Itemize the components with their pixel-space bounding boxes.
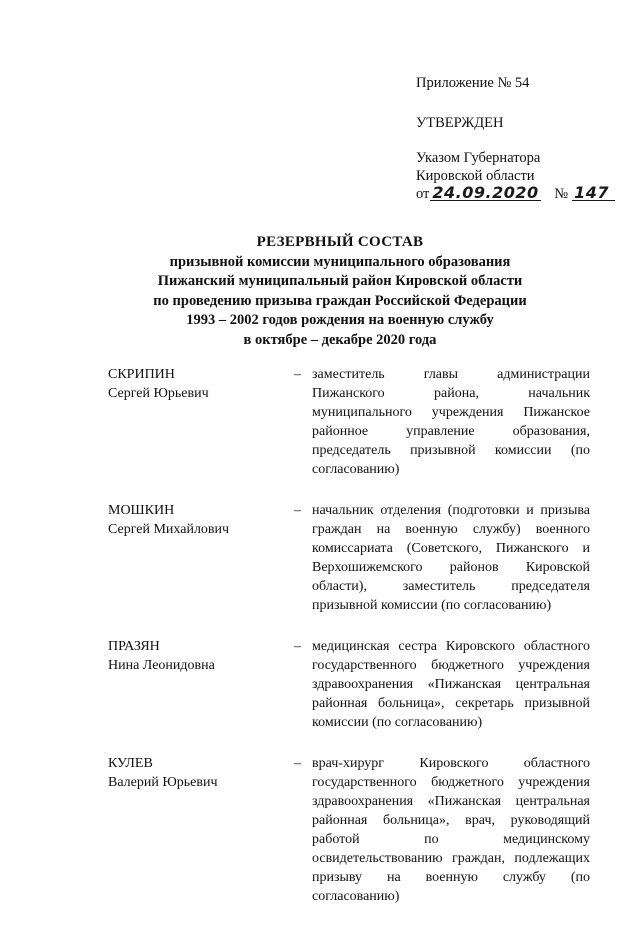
title-line-1: призывной комиссии муниципального образования: [169, 253, 511, 270]
member-surname: ПРАЗЯН: [108, 639, 160, 654]
title-heading: РЕЗЕРВНЫЙ СОСТАВ: [256, 234, 424, 250]
member-role: заместитель главы администрации Пижанского района, начальник муниципального учреждения Пижанское районное управление образования, председатель призывной комиссии (по согласованию): [312, 367, 590, 477]
appendix-number: Приложение № 54: [416, 75, 530, 91]
member-given-name: Сергей Михайлович: [108, 522, 230, 537]
handwritten-number: 147: [572, 185, 615, 201]
title-line-3: по проведению призыва граждан Российской Федерации: [153, 292, 527, 309]
approval-stamp: [416, 74, 616, 203]
number-prefix: №: [554, 186, 569, 202]
date-prefix: от: [416, 186, 430, 202]
title-line-4: 1993 – 2002 годов рождения на военную службу: [186, 312, 494, 328]
member-name: [108, 637, 278, 675]
member-given-name: Валерий Юрьевич: [108, 775, 218, 790]
title-line-5: в октябре – декабре 2020 года: [243, 331, 437, 348]
member-surname: СКРИПИН: [108, 367, 175, 382]
separator-dash: –: [294, 639, 301, 654]
separator-dash: –: [294, 503, 301, 518]
document-title: [60, 233, 620, 350]
member-entry: [108, 501, 588, 615]
decree-reference: [416, 149, 616, 203]
member-name: [108, 754, 278, 792]
member-given-name: Сергей Юрьевич: [108, 386, 209, 401]
separator-dash: –: [294, 367, 301, 382]
title-line-2: Пижанский муниципальный район Кировской области: [157, 273, 523, 289]
member-entry: [108, 365, 588, 479]
member-entry: [108, 637, 588, 732]
member-name: [108, 365, 278, 403]
member-role: врач-хирург Кировского областного государственного бюджетного учреждения здравоохранения «Пижанская центральная районная больница», врач, руководящий работой по медицинскому освидетельствованию граждан, подлежащих призыву на военную службу (по согласованию): [312, 756, 590, 904]
member-surname: МОШКИН: [108, 503, 175, 518]
members-list: [108, 365, 588, 928]
member-role: начальник отделения (подготовки и призыва граждан на военную службу) военного комиссариата (Советского, Пижанского и Верхошижемского районов Кировской области), заместитель председателя призывной комиссии (по согласованию): [312, 503, 590, 613]
approved-label: УТВЕРЖДЕН: [416, 115, 504, 131]
member-surname: КУЛЕВ: [108, 756, 153, 771]
member-name: [108, 501, 278, 539]
handwritten-date: 24.09.2020: [432, 183, 539, 202]
member-role: медицинская сестра Кировского областного государственного бюджетного учреждения здравоохранения «Пижанская центральная районная больница», секретарь призывной комиссии (по согласованию): [312, 639, 590, 730]
member-given-name: Нина Леонидовна: [108, 658, 215, 673]
separator-dash: –: [294, 756, 301, 771]
decree-line-1: Указом Губернатора: [416, 150, 541, 166]
member-entry: [108, 754, 588, 906]
decree-line-2: Кировской области: [416, 168, 535, 184]
decree-date-line: [416, 185, 616, 203]
